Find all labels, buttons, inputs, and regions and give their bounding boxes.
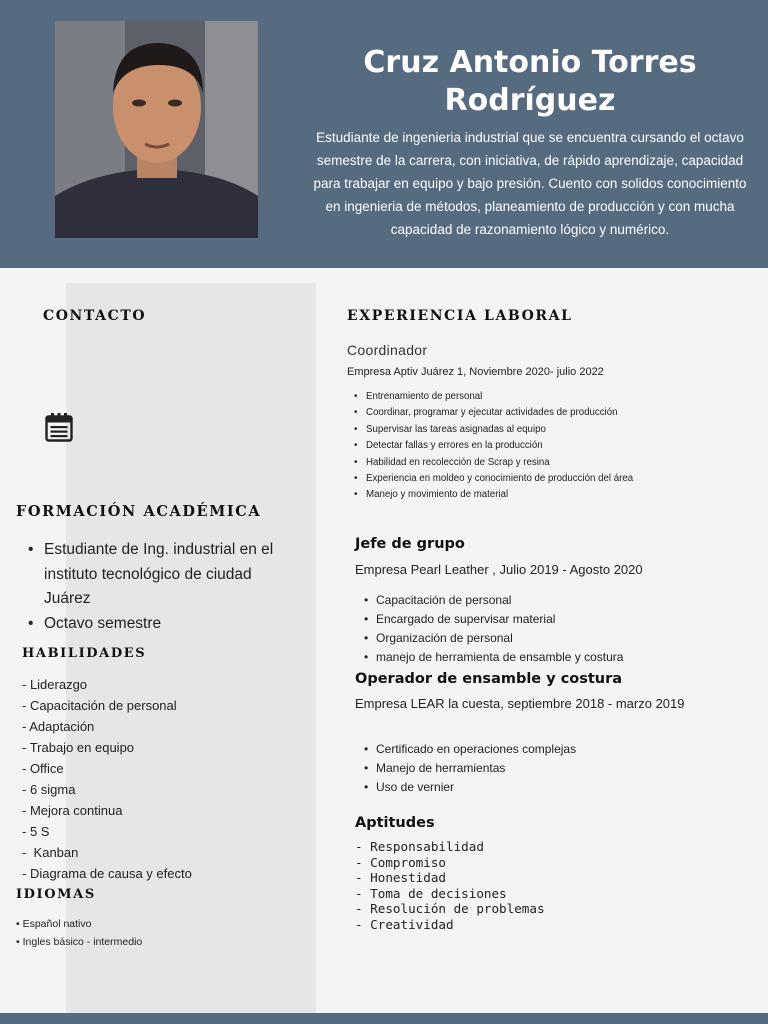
list-item: • Capacitación de personal [362, 591, 742, 610]
list-item: - Mejora continua [22, 803, 123, 818]
list-item: • Octavo semestre [24, 612, 294, 637]
education-list [24, 538, 294, 636]
list-item: - Toma de decisiones [355, 885, 507, 901]
job-duties-list [352, 389, 752, 504]
list-item: • manejo de herramienta de ensamble y costura [362, 648, 742, 667]
job-duties-list [362, 740, 742, 797]
job-company: Empresa LEAR la cuesta, septiembre 2018 - marzo 2019 [355, 696, 685, 711]
job-company: Empresa Pearl Leather , Julio 2019 - Agosto 2020 [355, 562, 643, 577]
full-name [310, 44, 750, 120]
list-item: • Manejo de herramientas [362, 759, 742, 778]
list-item: - Capacitación de personal [22, 698, 177, 713]
experience-heading: EXPERIENCIA LABORAL [347, 308, 573, 324]
job-title: Jefe de grupo [355, 536, 465, 552]
profile-photo [55, 21, 258, 238]
list-item: • Uso de vernier [362, 778, 742, 797]
name-line-1: Cruz Antonio Torres [363, 45, 697, 80]
list-item: • Ingles básico - intermedio [16, 936, 143, 948]
list-item: - Compromiso [355, 854, 446, 870]
list-item: • Experiencia en moldeo y conocimiento de producción del área [352, 471, 752, 487]
list-item: - 6 sigma [22, 782, 76, 797]
aptitudes-list [355, 839, 545, 933]
list-item: • Habilidad en recolección de Scrap y resina [352, 455, 752, 471]
job-title: Operador de ensamble y costura [355, 671, 623, 687]
list-item: • Encargado de supervisar material [362, 610, 742, 629]
list-item: • Español nativo [16, 918, 92, 930]
list-item: - Diagrama de causa y efecto [22, 866, 192, 881]
list-item: - Liderazgo [22, 677, 88, 692]
list-item: - Office [22, 761, 64, 776]
job-company: Empresa Aptiv Juárez 1, Noviembre 2020- julio 2022 [347, 366, 604, 378]
education-heading: FORMACIÓN ACADÉMICA [16, 503, 262, 520]
list-item: • Organización de personal [362, 629, 742, 648]
skills-heading: HABILIDADES [22, 646, 147, 661]
list-item: • Certificado en operaciones complejas [362, 740, 742, 759]
languages-heading: IDIOMAS [16, 887, 96, 902]
name-line-2: Rodríguez [444, 83, 616, 118]
calendar-icon [45, 412, 73, 442]
languages-list [16, 915, 142, 951]
footer-bar [0, 1013, 768, 1024]
list-item: - Adaptación [22, 719, 95, 734]
aptitudes-heading: Aptitudes [355, 815, 435, 831]
job-title: Coordinador [347, 342, 428, 358]
list-item: - Creatividad [355, 916, 454, 932]
list-item: • Detectar fallas y errores en la producción [352, 438, 752, 454]
list-item: - Resolución de problemas [355, 901, 545, 917]
skills-list [22, 674, 302, 884]
list-item: • Coordinar, programar y ejecutar actividades de producción [352, 405, 752, 421]
list-item: • Entrenamiento de personal [352, 389, 752, 405]
contact-heading: CONTACTO [43, 308, 147, 324]
list-item: • Supervisar las tareas asignadas al equipo [352, 422, 752, 438]
profile-summary: Estudiante de ingenieria industrial que se encuentra cursando el octavo semestre de la carrera, con iniciativa, de rápido aprendizaje, capacidad para trabajar en equipo y bajo presión. Cuento con solidos conocimiento en ingenieria de métodos, planeamiento de producción y con mucha capacidad de razonamiento lógico y numérico. [313, 130, 747, 237]
list-item: • Manejo y movimiento de material [352, 487, 752, 503]
list-item: - Responsabilidad [355, 839, 484, 854]
list-item: - 5 S [22, 824, 50, 839]
list-item: - Trabajo en equipo [22, 740, 135, 755]
list-item: • Estudiante de Ing. industrial en el instituto tecnológico de ciudad Juárez [24, 538, 294, 612]
list-item: - Kanban [22, 845, 79, 860]
job-duties-list [362, 591, 742, 667]
list-item: - Honestidad [355, 870, 446, 886]
